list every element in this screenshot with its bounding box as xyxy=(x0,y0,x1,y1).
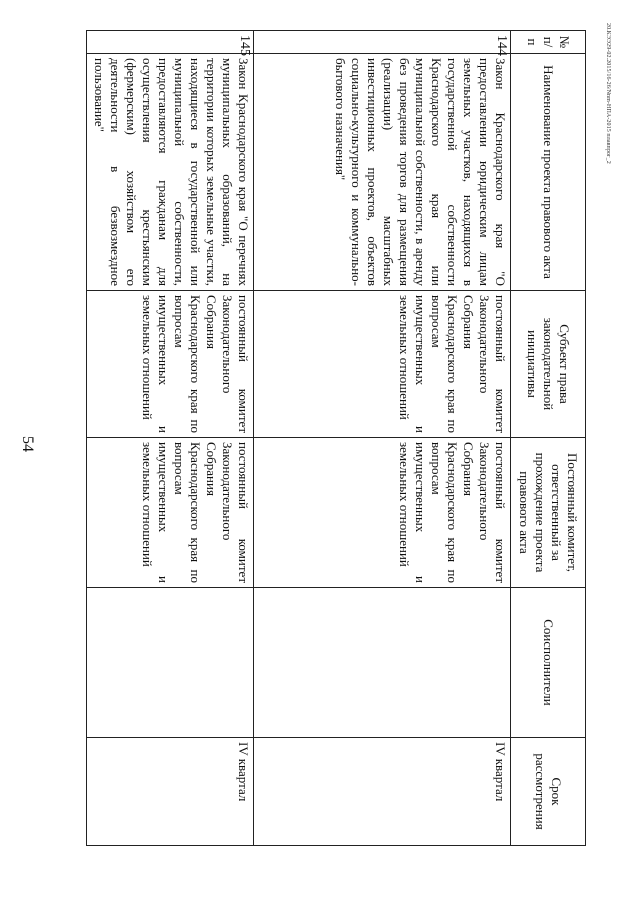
review-term: IV квартал xyxy=(87,738,254,846)
page-number: 54 xyxy=(19,436,36,452)
review-term: IV квартал xyxy=(254,738,511,846)
act-name: Закон Краснодарского края "О перечнях муниципальных образований, на территории которых земельные участки, находящиеся в государственной или муниципальной собственности, предоставляются гражданам для осуществления крестьянским (фермерским) хозяйством его деятельности в безвозмездное пользование" xyxy=(87,54,254,291)
document-code: 20.КЭЭ29-02.2015/16-26/Nnm-НПА-2015 плавпрог_2 xyxy=(605,23,611,164)
header-name: Наименование проекта правового акта xyxy=(511,54,586,291)
initiative-subject: постоянный комитет Законодательного Собрания Краснодарского края по вопросам имущественных и земельных отношений xyxy=(254,291,511,438)
initiative-subject: постоянный комитет Законодательного Собрания Краснодарского края по вопросам имущественных и земельных отношений xyxy=(87,291,254,438)
responsible-committee: постоянный комитет Законодательного Собрания Краснодарского края по вопросам имущественных и земельных отношений xyxy=(254,438,511,588)
act-name: Закон Краснодарского края "О предоставлении юридическим лицам земельных участков, находящихся в государственной собственности Краснодарского края или муниципальной собственности, в аренду без проведения торгов для размещения (реализации) масштабных инвестиционных проектов, объектов социально-культурного и коммунально-бытового назначения" xyxy=(254,54,511,291)
header-committee: Постоянный комитет, ответственный за прохождение проекта правового акта xyxy=(511,438,586,588)
legislative-plan-table xyxy=(86,30,586,846)
row-number: 144 xyxy=(254,31,511,54)
co-executors xyxy=(87,588,254,738)
row-number: 145 xyxy=(87,31,254,54)
header-term: Срок рассмотрения xyxy=(511,738,586,846)
table-header-row xyxy=(511,31,586,846)
rotated-page xyxy=(92,30,586,845)
header-co-executors: Соисполнители xyxy=(511,588,586,738)
header-subject: Субъект права законодательной инициативы xyxy=(511,291,586,438)
table-row xyxy=(87,31,254,846)
co-executors xyxy=(254,588,511,738)
table-row xyxy=(254,31,511,846)
responsible-committee: постоянный комитет Законодательного Собрания Краснодарского края по вопросам имущественных и земельных отношений xyxy=(87,438,254,588)
header-num: № п/п xyxy=(511,31,586,54)
